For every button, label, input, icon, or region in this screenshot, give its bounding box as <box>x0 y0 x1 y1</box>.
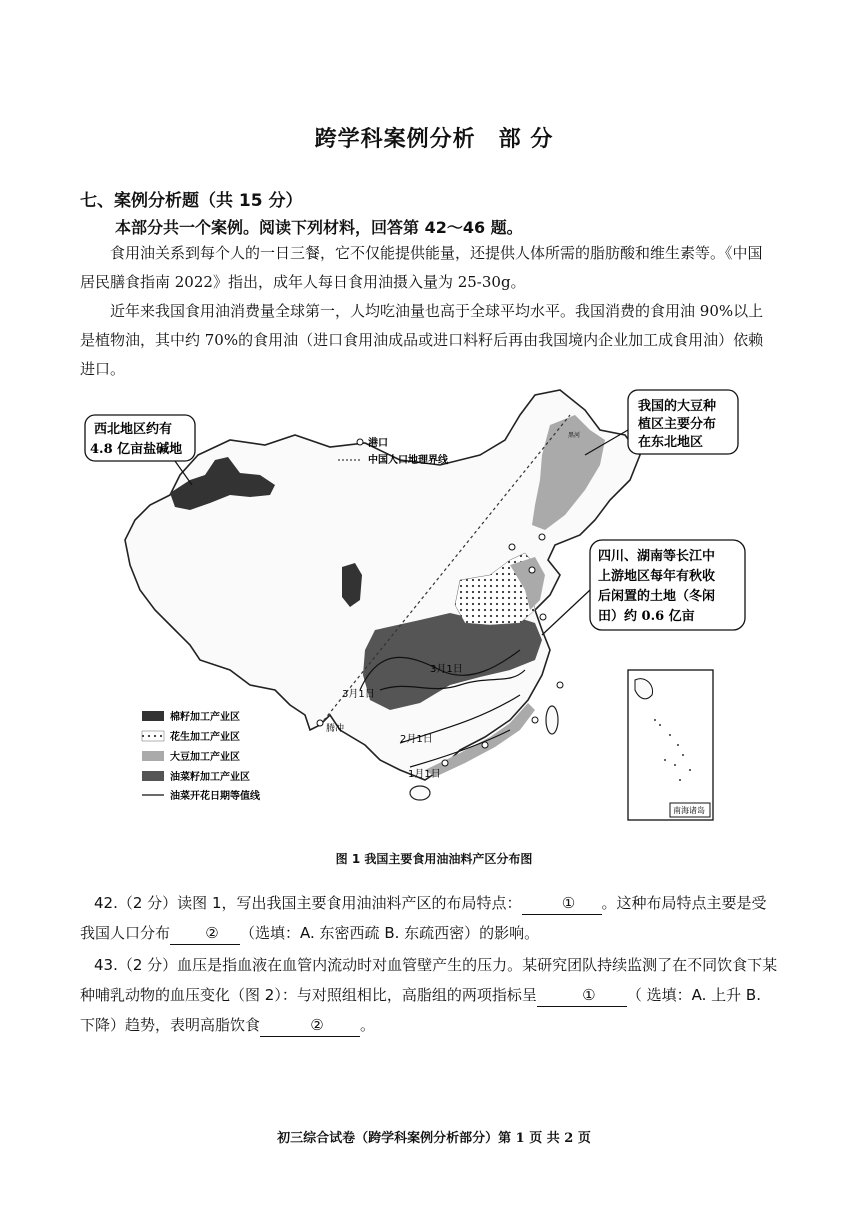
date-label: 1月1日 <box>408 769 441 780</box>
date-label: 3月1日 <box>430 664 463 675</box>
callout-yangtze-line: 上游地区每年有秋收 <box>598 569 716 584</box>
hainan-island <box>410 786 430 800</box>
legend-population-line-label: 中国人口地理界线 <box>368 455 448 466</box>
svg-text:大豆加工产业区: 大豆加工产业区 <box>170 752 240 763</box>
callout-northwest <box>85 415 195 485</box>
city-label: 腾冲 <box>326 724 345 734</box>
svg-text:油菜籽加工产业区: 油菜籽加工产业区 <box>170 772 250 783</box>
question-text: 。这种布局特点主要是受我国人口分布 <box>80 894 767 942</box>
question-43 <box>80 950 780 1040</box>
question-42 <box>80 888 780 948</box>
figure-1-map <box>80 385 770 830</box>
callout-yangtze-line: 四川、湖南等长江中 <box>598 549 716 564</box>
callout-northeast-line: 我国的大豆种 <box>638 399 717 414</box>
date-label: 3月1日 <box>342 689 375 700</box>
map-legend <box>142 710 261 802</box>
china-map-svg <box>80 385 770 830</box>
paragraph-1: 食用油关系到每个人的一日三餐，它不仅能提供能量，还提供人体所需的脂肪酸和维生素等。《中国居民膳食指南 2022》指出，成年人每日食用油摄入量为 25-30g。 <box>80 244 763 291</box>
svg-text:油菜开花日期等值线: 油菜开花日期等值线 <box>170 791 260 802</box>
paragraph-2: 近年来我国食用油消费量全球第一，人均吃油量也高于全球平均水平。我国消费的食用油 90%以上是植物油，其中约 70%的食用油（进口食用油成品或进口料籽后再由我国境内企业加工成食用油）依赖进口。 <box>80 302 764 378</box>
inset-label: 南海诸岛 <box>673 806 705 815</box>
port-legend-icon <box>357 439 363 445</box>
answer-blank-2[interactable]: ② <box>170 922 240 945</box>
page-footer: 初三综合试卷（跨学科案例分析部分）第 1 页 共 2 页 <box>277 1131 591 1146</box>
page-title: 跨学科案例分析 部 分 <box>314 127 554 152</box>
question-text: （2 分）血压是指血液在血管内流动时对血管壁产生的压力。某研究团队持续监测了在不同饮食下某种哺乳动物的血压变化（图 2）：与对照组相比，高脂组的两项指标呈 <box>80 956 778 1004</box>
callout-yangtze-line: 后闲置的土地（冬闲 <box>598 589 716 604</box>
callout-yangtze-line: 田）约 0.6 亿亩 <box>598 609 695 624</box>
svg-text:棉籽加工产业区: 棉籽加工产业区 <box>170 712 240 723</box>
callout-northeast-line: 在东北地区 <box>638 435 704 450</box>
svg-text:花生加工产业区: 花生加工产业区 <box>170 732 240 743</box>
figure-caption: 图 1 我国主要食用油油料产区分布图 <box>335 852 533 866</box>
answer-blank-2[interactable]: ② <box>260 1014 360 1037</box>
taiwan-island <box>546 706 558 734</box>
answer-blank-1[interactable]: ① <box>522 892 602 915</box>
answer-blank-1[interactable]: ① <box>537 984 627 1007</box>
question-text: 。 <box>360 1016 376 1034</box>
section-intro: 本部分共一个案例。阅读下列材料，回答第 42～46 题。 <box>115 218 523 237</box>
callout-northwest-line: 4.8 亿亩盐碱地 <box>90 442 183 457</box>
date-label: 2月1日 <box>400 734 433 745</box>
question-number: 43. <box>94 956 118 974</box>
south-china-sea-inset <box>628 670 713 820</box>
question-text: （选填：A. 东密西疏 B. 东疏西密）的影响。 <box>240 924 540 942</box>
legend-port-label: 港口 <box>368 438 388 449</box>
heihe-label: 黑河 <box>568 432 581 439</box>
question-text: （2 分）读图 1，写出我国主要食用油油料产区的布局特点： <box>117 894 522 912</box>
question-text: （ 选填：A. 上升 B. 下降）趋势，表明高脂饮食 <box>80 986 761 1034</box>
question-number: 42. <box>94 894 118 912</box>
section-heading: 七、案例分析题（共 15 分） <box>80 191 303 211</box>
callout-northeast-line: 植区主要分布 <box>638 417 717 432</box>
callout-northwest-line: 西北地区约有 <box>94 422 173 437</box>
callout-yangtze <box>542 540 745 635</box>
